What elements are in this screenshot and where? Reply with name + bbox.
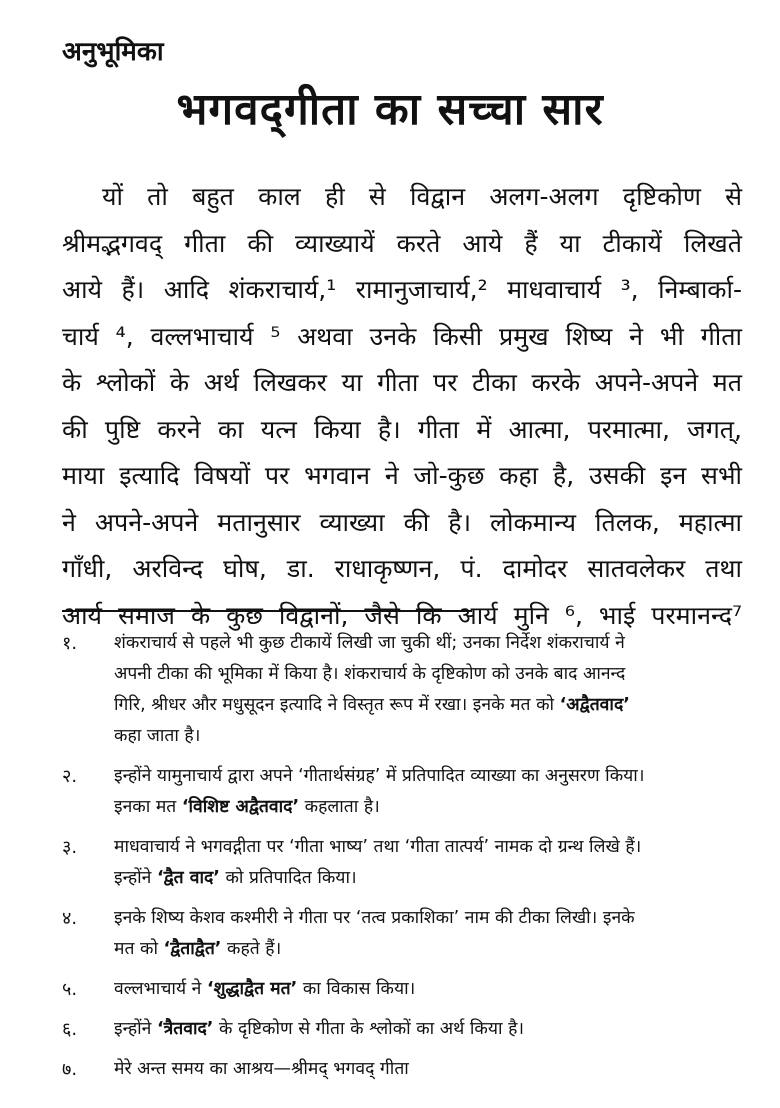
- footnote-term: ‘शुद्धाद्वैत मत’: [206, 979, 298, 999]
- footnote-line: मेरे अन्त समय का आश्रय—श्रीमद् भगवद् गीता: [114, 1059, 409, 1079]
- footnote-line: माधवाचार्य ने भगवद्गीता पर ‘गीता भाष्य’ तथा ‘गीता तात्पर्य’ नामक दो ग्रन्थ लिखे हैं।: [114, 837, 642, 857]
- footnote-term: ‘विशिष्ट अद्वैतवाद’: [181, 797, 300, 817]
- footnote-4: [62, 903, 742, 965]
- footnotes: [62, 628, 742, 1094]
- footnote-term: ‘द्वैताद्वैत’: [163, 939, 222, 959]
- section-label: अनुभूमिका: [62, 37, 164, 67]
- footnote-line: अपनी टीका की भूमिका में किया है। शंकराचार्य के दृष्टिकोण को उनके बाद आनन्द: [114, 664, 626, 684]
- footnote-number: ६.: [62, 1019, 78, 1040]
- footnote-number: १.: [62, 633, 78, 654]
- body-line: की पुष्टि करने का यत्न किया है। गीता में आत्मा, परमात्मा, जगत्,: [62, 414, 742, 444]
- footnote-number: ५.: [62, 979, 78, 1000]
- footnote-number: ३.: [62, 837, 78, 858]
- footnote-5: [62, 974, 742, 1005]
- footnote-number: ४.: [62, 908, 78, 929]
- body-line: गाँधी, अरविन्द घोष, डा. राधाकृष्णन, पं. दामोदर सातवलेकर तथा: [62, 554, 742, 583]
- footnote-divider: [62, 610, 472, 612]
- footnote-7: [62, 1054, 742, 1085]
- footnote-term: ‘अद्वैतवाद’: [559, 695, 630, 715]
- footnote-line: इनका मत ‘विशिष्ट अद्वैतवाद’ कहलाता है।: [114, 797, 380, 817]
- footnote-line: मत को ‘द्वैताद्वैत’ कहते हैं।: [114, 939, 282, 959]
- footnote-line: इन्होंने यामुनाचार्य द्वारा अपने ‘गीतार्थसंग्रह’ में प्रतिपादित व्याख्या का अनुसरण किया।: [114, 766, 645, 786]
- footnote-line: कहा जाता है।: [114, 726, 201, 746]
- footnote-line: गिरि, श्रीधर और मधुसूदन इत्यादि ने विस्तृत रूप में रखा। इनके मत को ‘अद्वैतवाद’: [114, 695, 630, 715]
- footnote-line: इनके शिष्य केशव कश्मीरी ने गीता पर ‘तत्व प्रकाशिका’ नाम की टीका लिखी। इनके: [114, 908, 635, 928]
- body-paragraph: [62, 174, 742, 639]
- body-line: आर्य समाज के कुछ विद्वानों, जैसे कि आर्य मुनि ⁶, भाई परमानन्द⁷: [62, 600, 742, 630]
- page-title: भगवद्‌गीता का सच्चा सार: [176, 84, 604, 135]
- body-line: के श्लोकों के अर्थ लिखकर या गीता पर टीका करके अपने-अपने मत: [62, 368, 742, 397]
- body-line: माया इत्यादि विषयों पर भगवान ने जो-कुछ कहा है, उसकी इन सभी: [62, 461, 742, 490]
- footnote-line: शंकराचार्य से पहले भी कुछ टीकायें लिखी जा चुकी थीं; उनका निर्देश शंकराचार्य ने: [114, 633, 625, 653]
- footnote-line: इन्होंने ‘द्वैत वाद’ को प्रतिपादित किया।: [114, 868, 357, 888]
- body-line: यों तो बहुत काल ही से विद्वान अलग-अलग दृष्टिकोण से: [102, 182, 742, 211]
- footnote-3: [62, 832, 742, 894]
- body-line: श्रीमद्भगवद् गीता की व्याख्यायें करते आये हैं या टीकायें लिखते: [62, 228, 742, 258]
- footnote-line: वल्लभाचार्य ने ‘शुद्धाद्वैत मत’ का विकास किया।: [114, 979, 416, 999]
- footnote-term: ‘त्रैतवाद’: [156, 1019, 214, 1039]
- footnote-term: ‘द्वैत वाद’: [156, 868, 220, 888]
- body-line: चार्य ⁴, वल्लभाचार्य ⁵ अथवा उनके किसी प्रमुख शिष्य ने भी गीता: [62, 321, 742, 351]
- footnote-6: [62, 1014, 742, 1045]
- body-line: आये हैं। आदि शंकराचार्य,¹ रामानुजाचार्य,² माधवाचार्य ³, निम्बार्का-: [62, 275, 742, 304]
- footnote-line: इन्होंने ‘त्रैतवाद’ के दृष्टिकोण से गीता के श्लोकों का अर्थ किया है।: [114, 1019, 525, 1039]
- footnote-2: [62, 761, 742, 823]
- footnote-number: २.: [62, 766, 78, 787]
- footnote-number: ७.: [62, 1059, 78, 1080]
- body-line: ने अपने-अपने मतानुसार व्याख्या की है। लोकमान्य तिलक, महात्मा: [62, 507, 742, 537]
- footnote-1: [62, 628, 742, 752]
